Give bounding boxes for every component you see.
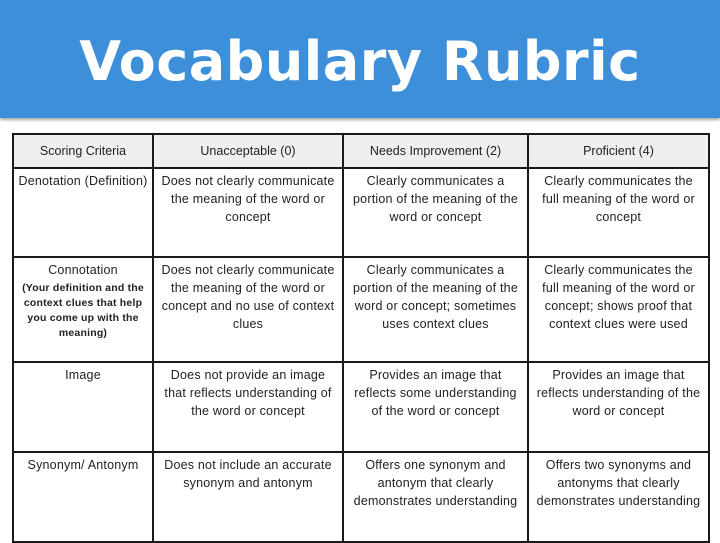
table-row [13,168,709,257]
rubric-table [12,133,710,543]
unacceptable-cell: Does not clearly communicate the meaning of the word or concept [153,168,343,257]
header-row [13,134,709,168]
page-title: Vocabulary Rubric [79,30,641,93]
unacceptable-cell: Does not include an accurate synonym and antonym [153,452,343,542]
header-unacceptable: Unacceptable (0) [153,134,343,168]
needs-improvement-cell: Provides an image that reflects some understanding of the word or concept [343,362,528,452]
table-row [13,452,709,542]
needs-improvement-cell: Clearly communicates a portion of the meaning of the word or concept [343,168,528,257]
title-banner [0,0,720,118]
table-row [13,362,709,452]
unacceptable-cell: Does not provide an image that reflects understanding of the word or concept [153,362,343,452]
unacceptable-cell: Does not clearly communicate the meaning of the word or concept and no use of context clues [153,257,343,362]
criterion-label: Image [65,368,101,382]
criterion-note: (Your definition and the context clues that help you come up with the meaning) [22,282,144,339]
proficient-cell: Offers two synonyms and antonyms that clearly demonstrates understanding [528,452,709,542]
table-row [13,257,709,362]
needs-improvement-cell: Offers one synonym and antonym that clearly demonstrates understanding [343,452,528,542]
criterion-cell [13,362,153,452]
header-scoring-criteria: Scoring Criteria [13,134,153,168]
needs-improvement-cell: Clearly communicates a portion of the meaning of the word or concept; sometimes uses context clues [343,257,528,362]
criterion-cell [13,452,153,542]
proficient-cell: Clearly communicates the full meaning of the word or concept [528,168,709,257]
criterion-label: Synonym/ Antonym [27,458,139,472]
proficient-cell: Clearly communicates the full meaning of the word or concept; shows proof that context clues were used [528,257,709,362]
criterion-cell [13,257,153,362]
criterion-label: Connotation [48,263,118,277]
proficient-cell: Provides an image that reflects understanding of the word or concept [528,362,709,452]
criterion-cell [13,168,153,257]
criterion-label: Denotation (Definition) [18,174,148,188]
header-proficient: Proficient (4) [528,134,709,168]
header-needs-improvement: Needs Improvement (2) [343,134,528,168]
